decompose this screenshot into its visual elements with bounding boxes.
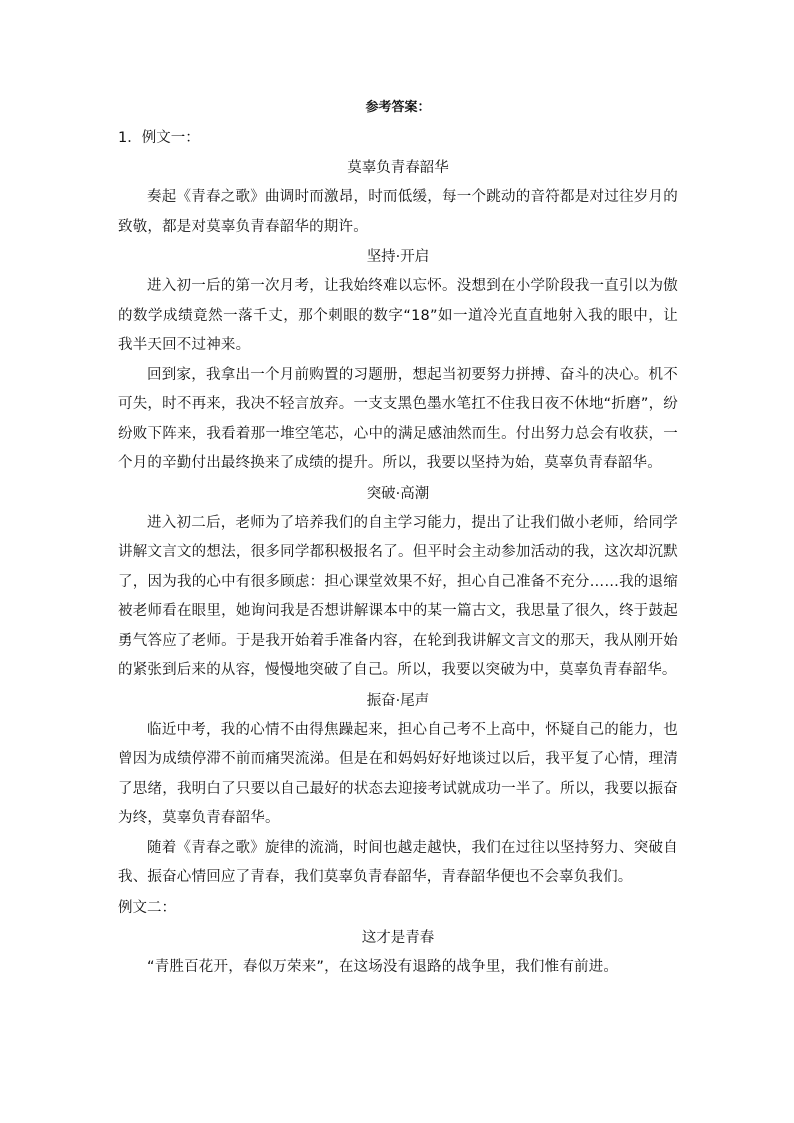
answer-content [118, 93, 678, 982]
essay2-label: 例文二： [118, 899, 176, 916]
essay1-section2-paragraph1: 进入初二后，老师为了培养我们的自主学习能力，提出了让我们做小老师，给同学讲解文言文的想法，很多同学都积极报名了。但平时会主动参加活动的我，这次却沉默了，因为我的心中有很多顾虑：担心课堂效果不好，担心自己准备不充分……我的退缩被老师看在眼里，她询问我是否想讲解课本中的某一篇古文，我思量了很久，终于鼓起勇气答应了老师。于是我开始着手准备内容，在轮到我讲解文言文的那天，我从刚开始的紧张到后来的从容，慢慢地突破了自己。所以，我要以突破为中，莫辜负青春韶华。 [118, 514, 678, 678]
essay1-conclusion: 随着《青春之歌》旋律的流淌，时间也越走越快，我们在过往以坚持努力、突破自我、振奋心情回应了青春，我们莫辜负青春韶华，青春韶华便也不会辜负我们。 [118, 839, 678, 885]
essay1-section1-paragraph1: 进入初一后的第一次月考，让我始终难以忘怀。没想到在小学阶段我一直引以为傲的数学成绩竟然一落千丈，那个刺眼的数字“18”如一道冷光直直地射入我的眼中，让我半天回不过神来。 [118, 278, 678, 353]
essay2-paragraph1: “青胜百花开，春似万荣来”，在这场没有退路的战争里，我们惟有前进。 [147, 958, 619, 975]
essay1-intro: 奏起《青春之歌》曲调时而激昂，时而低缓，每一个跳动的音符都是对过往岁月的致敬，都是对莫辜负青春韶华的期许。 [118, 189, 678, 235]
essay1-section3-title: 振奋·尾声 [366, 692, 430, 709]
item-label: 1．例文一： [118, 130, 200, 146]
essay1-section1-paragraph2: 回到家，我拿出一个月前购置的习题册，想起当初要努力拼搏、奋斗的决心。机不可失，时不再来，我决不轻言放弃。一支支黑色墨水笔扛不住我日夜不休地“折磨”，纷纷败下阵来，我看着那一堆空笔芯，心中的满足感油然而生。付出努力总会有收获，一个月的辛勤付出最终换来了成绩的提升。所以，我要以坚持为始，莫辜负青春韶华。 [118, 366, 678, 471]
answer-heading: 参考答案： [365, 100, 431, 115]
essay1-section2-title: 突破·高潮 [366, 485, 430, 502]
essay1-section3-paragraph1: 临近中考，我的心情不由得焦躁起来，担心自己考不上高中，怀疑自己的能力，也曾因为成绩停滞不前而痛哭流涕。但是在和妈妈好好地谈过以后，我平复了心情，理清了思绪，我明白了只要以自己最好的状态去迎接考试就成功一半了。所以，我要以振奋为终，莫辜负青春韶华。 [118, 721, 678, 826]
essay2-title: 这才是青春 [361, 929, 435, 946]
essay1-section1-title: 坚持·开启 [366, 249, 430, 265]
essay1-title: 莫辜负青春韶华 [347, 160, 449, 176]
